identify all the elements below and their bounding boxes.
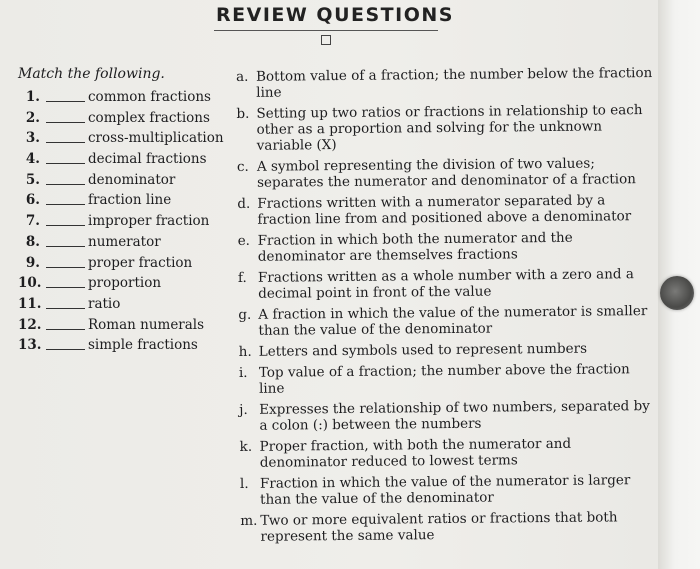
definition-text: A symbol representing the division of two values; separates the numerator and denominator of a fraction: [256, 155, 636, 191]
term-item: [18, 254, 233, 275]
term-item: [18, 191, 233, 212]
definition-text: Letters and symbols used to represent numbers: [258, 340, 588, 360]
term-label: proportion: [88, 275, 162, 292]
term-item: [18, 233, 233, 254]
definition-item: [238, 229, 656, 265]
term-item: [18, 88, 233, 109]
definition-item: [240, 435, 658, 471]
definition-text: Fractions written with a numerator separated by a fraction line from and positioned above a denominator: [257, 192, 632, 228]
answer-blank[interactable]: [46, 204, 85, 205]
definition-item: [236, 65, 654, 101]
definition-item: [239, 398, 657, 434]
definition-letter: d.: [237, 195, 251, 212]
definition-text: Fraction in which the value of the numerator is larger than the value of the denominator: [259, 472, 631, 508]
definition-item: [239, 340, 657, 360]
instruction-text: Match the following.: [18, 66, 165, 82]
definition-text: Bottom value of a fraction; the number below the fraction line: [255, 65, 653, 101]
answer-blank[interactable]: [46, 101, 85, 102]
answer-blank[interactable]: [46, 308, 85, 309]
definition-letter: k.: [239, 438, 253, 455]
definition-letter: j.: [239, 401, 248, 418]
definition-item: [240, 472, 658, 508]
answer-blank[interactable]: [46, 329, 85, 330]
term-number: 13.: [18, 337, 42, 354]
term-label: complex fractions: [88, 109, 210, 126]
term-number: 9.: [25, 254, 40, 271]
definition-item: [240, 509, 658, 545]
definition-text: Fraction in which both the numerator and the denominator are themselves fractions: [257, 229, 573, 265]
term-label: proper fraction: [88, 254, 193, 271]
definitions-list: [236, 65, 659, 550]
definition-item: [237, 155, 655, 191]
term-number: 12.: [18, 316, 42, 333]
term-number: 4.: [25, 151, 40, 168]
term-number: 1.: [25, 89, 40, 105]
term-item: [18, 316, 233, 337]
checkbox-icon: [321, 35, 331, 45]
definition-letter: b.: [236, 105, 250, 122]
definition-letter: h.: [238, 343, 252, 360]
definition-letter: a.: [236, 68, 249, 85]
term-number: 6.: [25, 192, 40, 209]
definition-text: Fractions written as a whole number with a zero and a decimal point in front of the value: [257, 266, 634, 302]
term-number: 7.: [25, 213, 40, 230]
term-label: ratio: [88, 295, 121, 312]
term-item: [18, 212, 233, 233]
answer-blank[interactable]: [46, 163, 85, 164]
answer-blank[interactable]: [46, 225, 85, 226]
answer-blank[interactable]: [46, 184, 85, 185]
definition-item: [237, 192, 655, 228]
term-item: [18, 295, 233, 316]
binder-hole: [660, 276, 694, 310]
term-item: [18, 336, 233, 357]
definition-text: Two or more equivalent ratios or fractions that both represent the same value: [260, 509, 618, 545]
terms-list: [18, 88, 233, 357]
term-label: simple fractions: [88, 337, 198, 354]
term-item: [18, 171, 233, 192]
term-number: 11.: [18, 295, 42, 312]
term-label: fraction line: [88, 192, 172, 209]
term-item: [18, 109, 233, 130]
definition-letter: i.: [238, 364, 248, 381]
definition-text: Proper fraction, with both the numerator and denominator reduced to lowest terms: [259, 435, 572, 471]
answer-blank[interactable]: [46, 349, 85, 350]
term-number: 5.: [25, 171, 40, 188]
definition-text: Expresses the relationship of two numbers, separated by a colon (:) between the numbers: [259, 398, 650, 434]
term-number: 8.: [25, 233, 40, 250]
definition-item: [238, 303, 656, 339]
term-number: 2.: [25, 109, 40, 126]
section-title: REVIEW QUESTIONS: [216, 4, 454, 26]
definition-letter: m.: [240, 512, 258, 529]
definition-letter: c.: [236, 158, 249, 175]
answer-blank[interactable]: [46, 142, 85, 143]
definition-letter: l.: [239, 475, 249, 492]
term-item: [18, 274, 233, 295]
term-label: common fractions: [88, 89, 211, 105]
definition-text: Setting up two ratios or fractions in relationship to each other as a proportion and solving for the unknown variable (X): [256, 102, 643, 154]
definition-text: A fraction in which the value of the numerator is smaller than the value of the denominator: [258, 303, 648, 339]
answer-blank[interactable]: [46, 122, 85, 123]
term-item: [18, 150, 233, 171]
definition-item: [239, 361, 657, 397]
answer-blank[interactable]: [46, 287, 85, 288]
term-label: improper fraction: [88, 213, 210, 230]
definition-item: [238, 266, 656, 302]
term-number: 3.: [25, 130, 40, 147]
term-label: Roman numerals: [88, 316, 205, 333]
definition-letter: f.: [237, 269, 247, 286]
title-underline: [214, 30, 438, 31]
answer-blank[interactable]: [46, 267, 85, 268]
term-item: [18, 129, 233, 150]
definition-letter: g.: [238, 306, 252, 323]
definition-text: Top value of a fraction; the number above the fraction line: [258, 361, 630, 397]
term-label: cross-multiplication: [88, 130, 224, 147]
term-label: numerator: [88, 233, 161, 250]
definition-item: [236, 102, 654, 154]
term-number: 10.: [18, 275, 42, 292]
term-label: denominator: [88, 171, 176, 188]
answer-blank[interactable]: [46, 246, 85, 247]
term-label: decimal fractions: [88, 151, 207, 168]
definition-letter: e.: [237, 232, 251, 249]
